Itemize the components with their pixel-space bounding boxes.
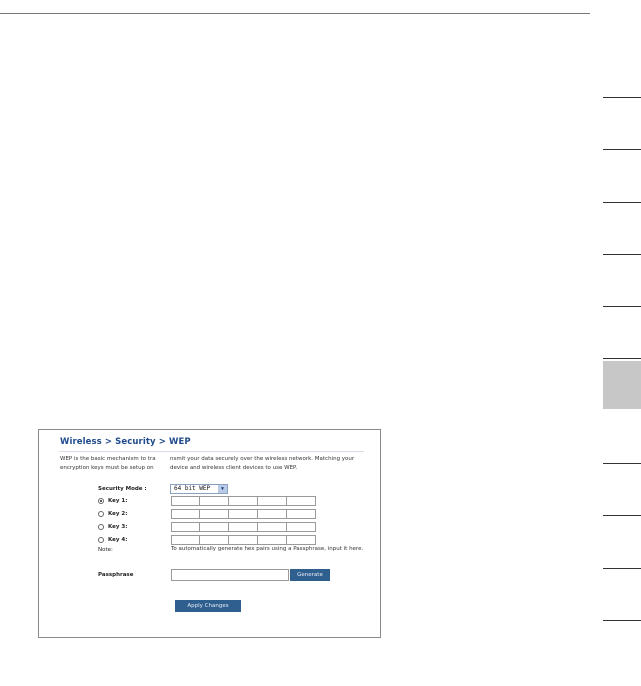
section-tab-1[interactable] [603,97,641,98]
key-4-label: Key 4: [108,537,128,543]
note-text: To automatically generate hex pairs using a Passphrase, input it here. [171,546,364,552]
passphrase-label: Passphrase [98,572,134,578]
security-mode-label: Security Mode : [98,486,147,492]
section-tab-active[interactable] [603,361,641,409]
section-tab-2[interactable] [603,149,641,150]
key-4-field[interactable] [200,535,229,545]
key-1-field[interactable] [229,496,258,506]
description-right: nsmit your data securely over the wireless network. Matching your device and wireless client devices to use WEP. [170,456,355,471]
key-3-field[interactable] [287,522,316,532]
section-tab-8[interactable] [603,463,641,464]
page-top-rule [0,13,590,14]
security-mode-select[interactable] [170,484,228,494]
section-tab-11[interactable] [603,620,641,621]
key-3-field[interactable] [171,522,200,532]
key-1-field[interactable] [287,496,316,506]
key-1-field[interactable] [171,496,200,506]
key-1-radio[interactable] [98,498,104,504]
section-tab-9[interactable] [603,515,641,516]
generate-button[interactable]: Generate [290,569,330,581]
key-3-field[interactable] [229,522,258,532]
key-1-field[interactable] [258,496,287,506]
key-2-field[interactable] [200,509,229,519]
key-2-field[interactable] [171,509,200,519]
key-4-fields [171,535,316,545]
passphrase-input[interactable] [171,569,289,581]
key-3-field[interactable] [258,522,287,532]
breadcrumb-divider [59,451,364,452]
key-1-field[interactable] [200,496,229,506]
security-mode-value: 64 bit WEP [174,485,211,492]
key-2-label: Key 2: [108,511,128,517]
breadcrumb: Wireless > Security > WEP [60,437,191,447]
section-tab-4[interactable] [603,254,641,255]
key-3-radio[interactable] [98,524,104,530]
section-tab-10[interactable] [603,568,641,569]
key-3-label: Key 3: [108,524,128,530]
key-4-field[interactable] [171,535,200,545]
key-4-radio[interactable] [98,537,104,543]
apply-changes-button[interactable]: Apply Changes [175,600,241,612]
key-1-fields [171,496,316,506]
key-2-field[interactable] [258,509,287,519]
key-3-field[interactable] [200,522,229,532]
note-label: Note: [98,547,113,553]
description-left: WEP is the basic mechanism to tra encryption keys must be setup on [60,456,156,471]
key-2-fields [171,509,316,519]
section-tab-3[interactable] [603,202,641,203]
section-tab-5[interactable] [603,306,641,307]
key-2-field[interactable] [287,509,316,519]
section-tab-6[interactable] [603,358,641,359]
key-4-field[interactable] [229,535,258,545]
key-3-fields [171,522,316,532]
key-1-label: Key 1: [108,498,128,504]
key-2-field[interactable] [229,509,258,519]
key-4-field[interactable] [287,535,316,545]
key-4-field[interactable] [258,535,287,545]
wep-settings-panel [38,429,381,638]
chevron-down-icon[interactable]: ▼ [218,485,227,493]
key-2-radio[interactable] [98,511,104,517]
